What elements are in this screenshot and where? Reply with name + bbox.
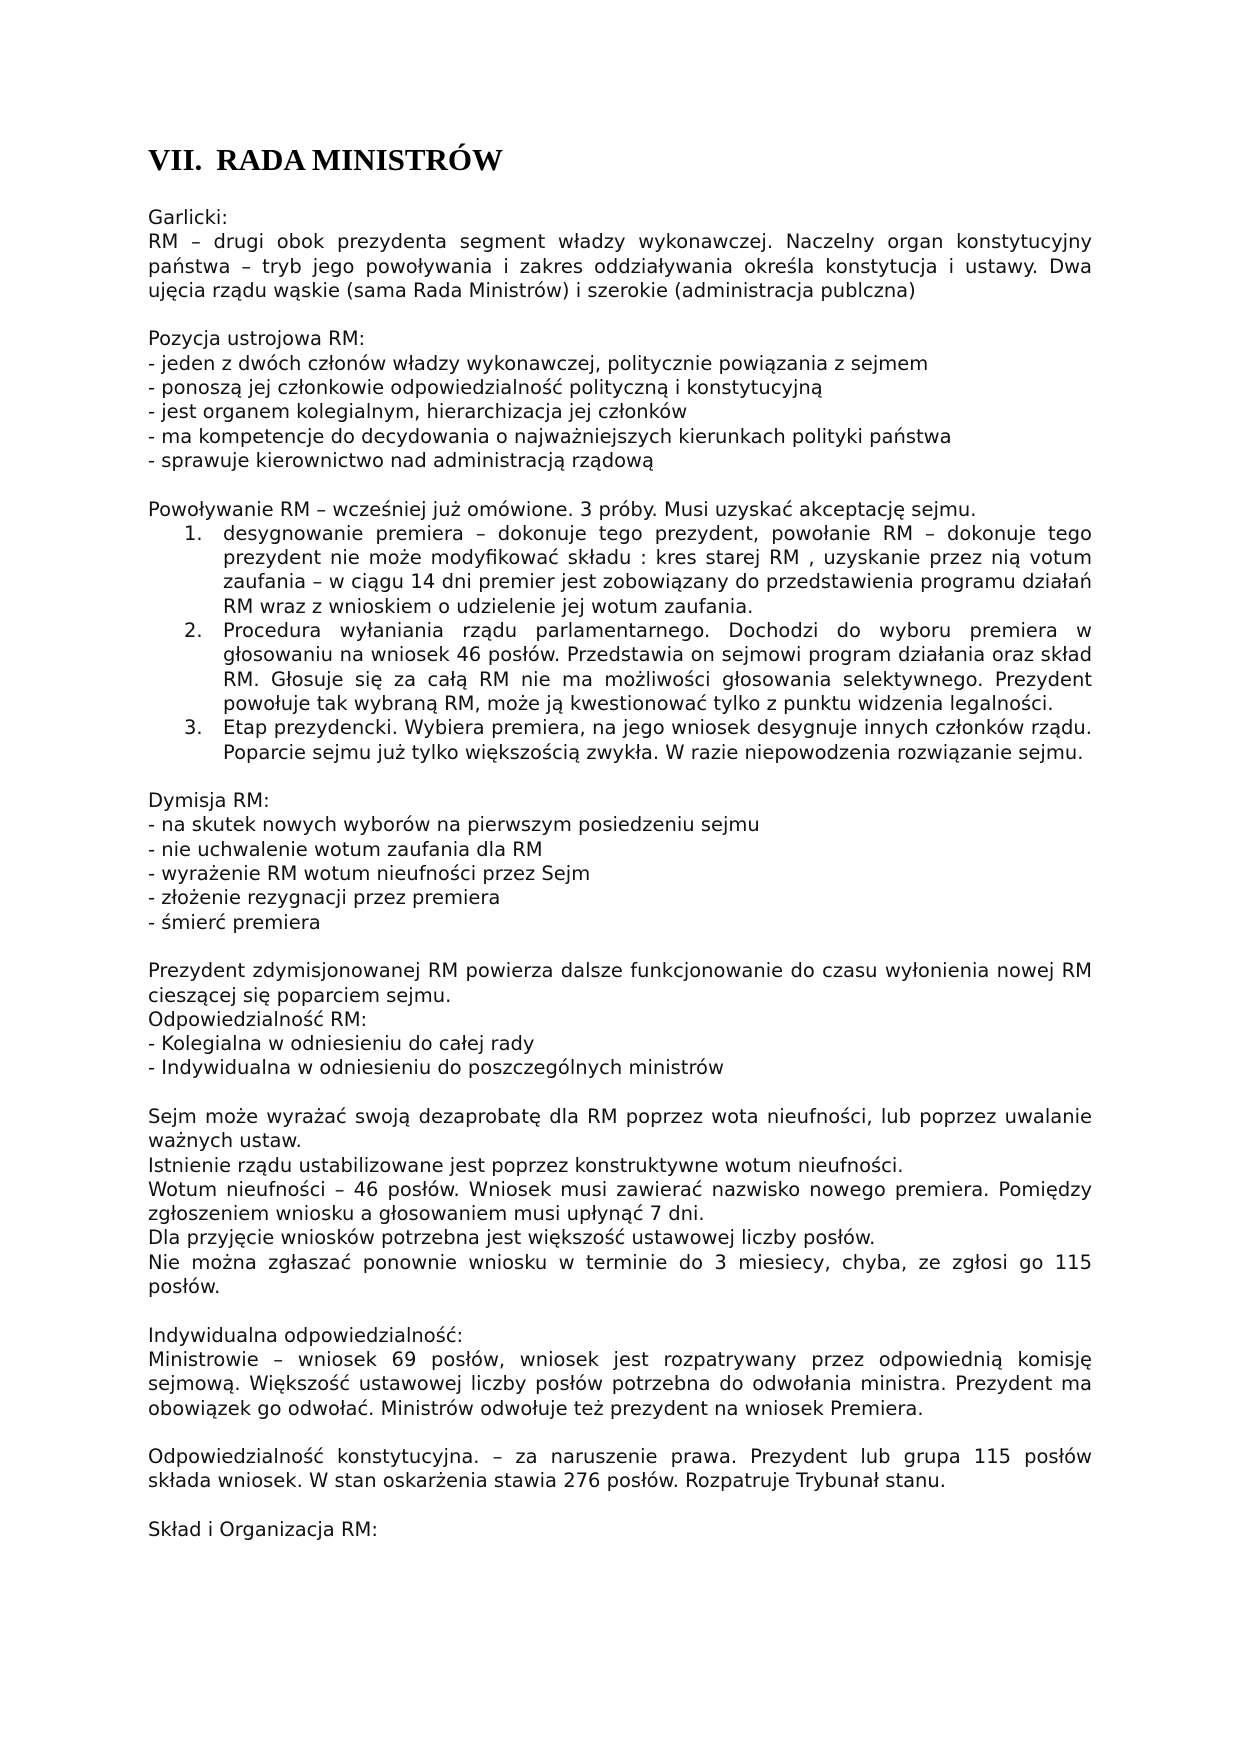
page-title [148, 140, 1092, 180]
sejm-paragraph-3: Wotum nieufności – 46 posłów. Wniosek musi zawierać nazwisko nowego premiera. Pomiędzy zgłoszeniem wniosku a głosowaniem musi upłynąć 7 dni. [148, 1177, 1092, 1226]
step-text: desygnowanie premiera – dokonuje tego prezydent, powołanie RM – dokonuje tego prezydent nie może modyfikować składu : kres starej RM , uzyskanie przez nią votum zaufania – w ciągu 14 dni premier jest zobowiązany do przedstawienia programu działań RM wraz z wnioskiem o udzielenie jej wotum zaufania. [223, 521, 1092, 618]
step-text: Procedura wyłaniania rządu parlamentarnego. Dochodzi do wyboru premiera w głosowaniu na wniosek 46 posłów. Przedstawia on sejmowi program działania oraz skład RM. Głosuje się za całą RM nie ma możliwości głosowania selektywnego. Prezydent powołuje tak wybraną RM, może ją kwestionować tylko z punktu widzenia legalności. [223, 619, 1092, 715]
pozycja-list [148, 352, 1092, 473]
prezydent-paragraph: Prezydent zdymisjonowanej RM powierza dalsze funkcjonowanie do czasu wyłonienia nowej RM cieszącej się poparciem sejmu. [148, 959, 1092, 1007]
chapter-number: VII. [148, 142, 203, 177]
chapter-title: RADA MINISTRÓW [216, 142, 504, 177]
step-number: 3. [184, 716, 203, 740]
list-item: - ponoszą jej członkowie odpowiedzialność polityczną i konstytucyjną [148, 376, 1092, 400]
dymisja-list [148, 813, 1092, 934]
step-text: Etap prezydencki. Wybiera premiera, na jego wniosek desygnuje innych członków rządu. Poparcie sejmu już tylko większością zwykła. W razie niepowodzenia rozwiązanie sejmu. [223, 716, 1092, 764]
list-item: - nie uchwalenie wotum zaufania dla RM [148, 838, 1092, 862]
list-item: - złożenie rezygnacji przez premiera [148, 886, 1092, 910]
list-item: - ma kompetencje do decydowania o najważniejszych kierunkach polityki państwa [148, 425, 1092, 449]
step-number: 2. [184, 619, 203, 643]
powolywanie-steps [148, 522, 1092, 765]
step-item [148, 716, 1092, 765]
pozycja-label: Pozycja ustrojowa RM: [148, 327, 366, 351]
step-number: 1. [184, 521, 203, 545]
step-item [148, 522, 1092, 619]
sejm-paragraph-1: Sejm może wyrażać swoją dezaprobatę dla RM poprzez wota nieufności, lub poprzez uwalanie ważnych ustaw. [148, 1104, 1092, 1153]
odpowiedzialnosc-list [148, 1032, 1092, 1081]
sejm-paragraph-5: Nie można zgłaszać ponownie wniosku w terminie do 3 miesiecy, chyba, ze zgłosi go 115 posłów. [148, 1250, 1092, 1299]
garlicki-paragraph: RM – drugi obok prezydenta segment władzy wykonawczej. Naczelny organ konstytucyjny państwa – tryb jego powoływania i zakres oddziaływania określa konstytucja i ustawy. Dwa ujęcia rządu wąskie (sama Rada Ministrów) i szerokie (administracja publczna) [148, 230, 1092, 302]
sklad-label: Skład i Organizacja RM: [148, 1518, 378, 1542]
garlicki-label: Garlicki: [148, 206, 228, 229]
list-item: - jest organem kolegialnym, hierarchizacja jej członków [148, 400, 1092, 424]
list-item: - sprawuje kierownictwo nad administracją rządową [148, 449, 1092, 473]
list-item: - Kolegialna w odniesieniu do całej rady [148, 1032, 1092, 1056]
indywidualna-label: Indywidualna odpowiedzialność: [148, 1323, 464, 1347]
sejm-paragraph-4: Dla przyjęcie wniosków potrzebna jest większość ustawowej liczby posłów. [148, 1226, 876, 1250]
list-item: - śmierć premiera [148, 911, 1092, 935]
list-item: - Indywidualna w odniesieniu do poszczególnych ministrów [148, 1056, 1092, 1080]
powolywanie-intro: Powoływanie RM – wcześniej już omówione. 3 próby. Musi uzyskać akceptację sejmu. [148, 497, 977, 521]
odpowiedzialnosc-label: Odpowiedzialność RM: [148, 1007, 368, 1031]
indywidualna-paragraph: Ministrowie – wniosek 69 posłów, wniosek jest rozpatrywany przez odpowiednią komisję sejmową. Większość ustawowej liczby posłów potrzebna do odwołania ministra. Prezydent ma obowiązek go odwołać. Ministrów odwołuje też prezydent na wniosek Premiera. [148, 1347, 1092, 1420]
step-item [148, 619, 1092, 716]
konstytucyjna-paragraph: Odpowiedzialność konstytucyjna. – za naruszenie prawa. Prezydent lub grupa 115 posłów składa wniosek. W stan oskarżenia stawia 276 posłów. Rozpatruje Trybunał stanu. [148, 1445, 1092, 1493]
list-item: - jeden z dwóch członów władzy wykonawczej, politycznie powiązania z sejmem [148, 352, 1092, 376]
document-page [148, 140, 1092, 1542]
list-item: - wyrażenie RM wotum nieufności przez Sejm [148, 862, 1092, 886]
sejm-paragraph-2: Istnienie rządu ustabilizowane jest poprzez konstruktywne wotum nieufności. [148, 1153, 904, 1177]
dymisja-label: Dymisja RM: [148, 789, 270, 813]
list-item: - na skutek nowych wyborów na pierwszym posiedzeniu sejmu [148, 813, 1092, 837]
